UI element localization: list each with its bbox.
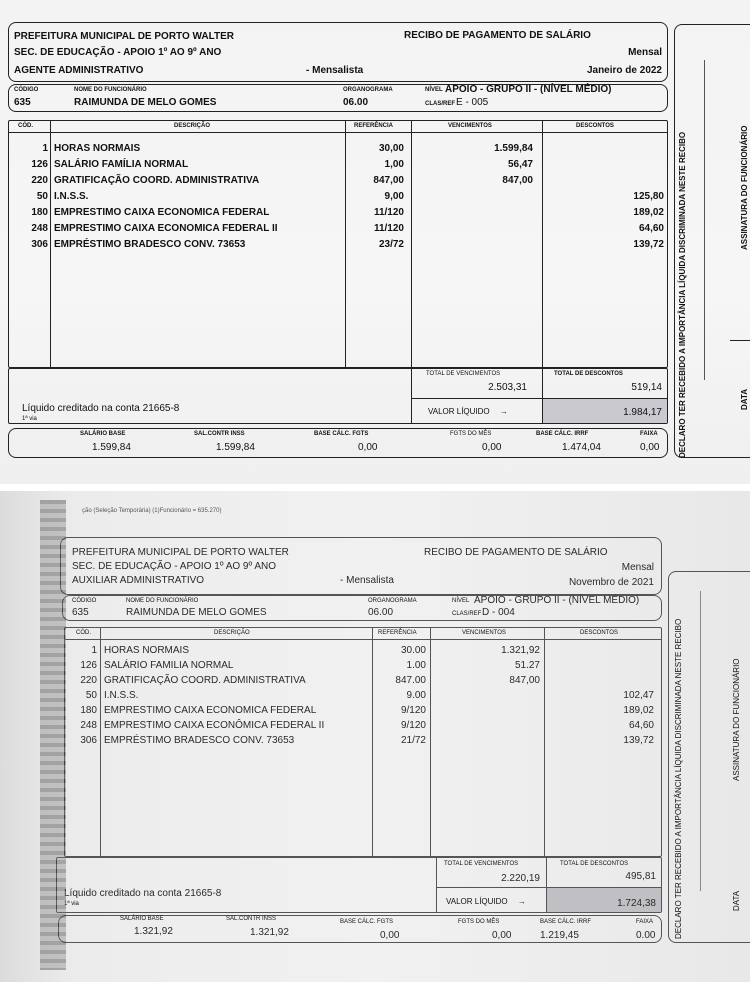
row-description: I.N.S.S.: [54, 191, 89, 202]
row-code: 220: [80, 675, 97, 686]
row-description: EMPRÉSTIMO BRADESCO CONV. 73653: [104, 735, 295, 746]
row-reference: 9/120: [400, 720, 426, 731]
band-label: FAIXA: [636, 919, 654, 925]
employee-name-label: NOME DO FUNCIONÁRIO: [74, 87, 147, 93]
signature-label: ASSINATURA DO FUNCIONÁRIO: [732, 658, 741, 781]
employee-name: RAIMUNDA DE MELO GOMES: [126, 607, 267, 618]
net-value-label: [446, 898, 526, 906]
level-label: NÍVEL: [425, 87, 443, 93]
row-deductions: 64,60: [628, 720, 654, 731]
fgts-base: 0,00: [358, 442, 378, 453]
irrf-base-label: BASE CÁLC. IRRF: [536, 431, 589, 437]
department: SEC. DE EDUCAÇÃO - APOIO 1º AO 9º ANO: [14, 47, 222, 58]
row-code: 220: [31, 175, 48, 186]
row-earnings: 1.321,92: [501, 645, 540, 656]
pay-type: - Mensalista: [306, 65, 364, 76]
class-ref-label: CLAS/REF: [452, 611, 482, 617]
col-code-header: CÓD.: [76, 630, 91, 636]
payslip-photo-november-2021: [0, 491, 750, 982]
base-salary: 1.599,84: [92, 442, 131, 453]
job-role: AGENTE ADMINISTRATIVO: [14, 65, 144, 76]
period-type: Mensal: [628, 47, 662, 58]
photo-separator: [0, 484, 750, 491]
row-code: 1: [42, 143, 48, 154]
torn-edge: [40, 500, 66, 970]
row-deductions: 102,47: [623, 690, 654, 701]
class-ref-value: D - 004: [482, 607, 515, 618]
base-salary: 1.321,92: [134, 926, 173, 937]
organogram-value: 06.00: [368, 607, 394, 618]
row-description: GRATIFICAÇÃO COORD. ADMINISTRATIVA: [54, 175, 260, 186]
fgts-base-label: BASE CÁLC. FGTS: [340, 919, 394, 925]
row-description: SALÁRIO FAMILIA NORMAL: [104, 660, 234, 671]
payslip-january-2022: [0, 0, 750, 484]
payslip-november-2021: [0, 491, 750, 982]
row-reference: 1.00: [406, 660, 426, 671]
document-title: RECIBO DE PAGAMENTO DE SALÁRIO: [424, 547, 608, 558]
total-deductions: 495,81: [625, 871, 656, 882]
total-earnings-label: TOTAL DE VENCIMENTOS: [444, 861, 519, 867]
employee-code: 635: [14, 97, 31, 108]
code-label: CÓDIGO: [14, 87, 39, 93]
col-reference-header: REFERÊNCIA: [378, 630, 417, 636]
fgts-month: 0,00: [492, 930, 512, 941]
row-earnings: 56,47: [507, 159, 533, 170]
row-code: 248: [80, 720, 97, 731]
fgts-base: 0,00: [380, 930, 400, 941]
col-deductions-header: DESCONTOS: [580, 630, 618, 636]
row-reference: 847.00: [395, 675, 426, 686]
inss-contribution-label: SAL.CONTR INSS: [194, 431, 245, 437]
pay-type: - Mensalista: [340, 575, 394, 586]
row-reference: 847,00: [373, 175, 404, 186]
employee-name-label: NOME DO FUNCIONÁRIO: [126, 598, 199, 604]
row-reference: 11/120: [373, 223, 404, 234]
level-label: NÍVEL: [452, 598, 470, 604]
arrow-icon: →: [517, 897, 526, 906]
irrf-base-label: BASE CÁLC. IRRF: [540, 919, 592, 925]
document-title: RECIBO DE PAGAMENTO DE SALÁRIO: [404, 30, 591, 41]
payslip-photo-january-2022: [0, 0, 750, 484]
base-salary-label: SALÁRIO BASE: [80, 431, 126, 437]
department: SEC. DE EDUCAÇÃO - APOIO 1º AO 9º ANO: [72, 561, 277, 572]
via-label: 1ª via: [22, 416, 37, 422]
row-description: I.N.S.S.: [104, 690, 139, 701]
col-code-header: CÓD.: [18, 123, 33, 129]
row-reference: 9/120: [400, 705, 426, 716]
declaration-text: DECLARO TER RECEBIDO A IMPORTÂNCIA LÍQUIDA DISCRIMINADA NESTE RECIBO: [674, 618, 683, 939]
net-value: 1.984,17: [623, 407, 662, 418]
class-ref-value: E - 005: [456, 97, 489, 108]
level-value: APOIO - GRUPO II - (NÍVEL MÉDIO): [474, 595, 640, 606]
row-reference: 11/120: [373, 207, 404, 218]
inss-contribution: 1.321,92: [250, 927, 289, 938]
header-note: ção (Seleção Temporária) (1)Funcionário = 635.270): [82, 508, 222, 514]
row-reference: 30.00: [400, 645, 426, 656]
org-name: PREFEITURA MUNICIPAL DE PORTO WALTER: [14, 31, 235, 42]
row-reference: 30,00: [378, 143, 404, 154]
row-code: 1: [91, 645, 97, 656]
employee-name: RAIMUNDA DE MELO GOMES: [74, 97, 217, 108]
total-earnings-label: TOTAL DE VENCIMENTOS: [426, 371, 501, 377]
period: Novembro de 2021: [568, 577, 654, 588]
fgts-month-label: FGTS DO MÊS: [450, 431, 492, 437]
row-code: 180: [80, 705, 97, 716]
credit-note: Líquido creditado na conta 21665-8: [64, 888, 222, 899]
credit-note: Líquido creditado na conta 21665-8: [22, 403, 180, 414]
net-value-label: [428, 408, 508, 416]
row-reference: 9,00: [384, 191, 404, 202]
row-description: HORAS NORMAIS: [104, 645, 190, 656]
employee-code: 635: [72, 607, 89, 618]
via-label: 1ª via: [64, 901, 79, 907]
total-earnings: 2.503,31: [488, 382, 527, 393]
period-type: Mensal: [621, 562, 654, 573]
row-deductions: 139,72: [633, 239, 664, 250]
row-deductions: 64,60: [638, 223, 664, 234]
date-label: DATA: [740, 388, 749, 410]
row-reference: 1,00: [384, 159, 404, 170]
row-earnings: 847,00: [502, 175, 533, 186]
net-value: 1.724,38: [617, 898, 656, 909]
net-value-text: VALOR LÍQUIDO: [428, 407, 490, 416]
row-code: 248: [31, 223, 48, 234]
total-earnings: 2.220,19: [501, 873, 540, 884]
base-salary-label: SALÁRIO BASE: [120, 916, 164, 922]
row-description: EMPRÉSTIMO BRADESCO CONV. 73653: [54, 239, 246, 250]
row-description: GRATIFICAÇÃO COORD. ADMINISTRATIVA: [104, 675, 306, 686]
row-deductions: 139,72: [623, 735, 654, 746]
row-description: EMPRESTIMO CAIXA ECONOMICA FEDERAL: [104, 705, 317, 716]
col-description-header: DESCRIÇÃO: [174, 123, 211, 129]
row-deductions: 189,02: [633, 207, 664, 218]
row-code: 50: [36, 191, 48, 202]
band: 0,00: [640, 442, 660, 453]
row-description: EMPRESTIMO CAIXA ECONÔMICA FEDERAL II: [104, 720, 325, 731]
row-code: 126: [80, 660, 97, 671]
signature-label: ASSINATURA DO FUNCIONÁRIO: [740, 125, 749, 250]
row-earnings: 51.27: [514, 660, 540, 671]
inss-contribution-label: SAL.CONTR INSS: [226, 916, 277, 922]
job-role: AUXILIAR ADMINISTRATIVO: [72, 575, 205, 586]
row-description: HORAS NORMAIS: [54, 143, 141, 154]
row-reference: 21/72: [400, 735, 426, 746]
row-code: 180: [31, 207, 48, 218]
total-deductions-label: TOTAL DE DESCONTOS: [554, 371, 623, 377]
irrf-base: 1.474,04: [562, 442, 601, 453]
organogram-value: 06.00: [343, 97, 369, 108]
code-label: CÓDIGO: [72, 598, 97, 604]
row-deductions: 125,80: [633, 191, 664, 202]
arrow-icon: →: [499, 407, 508, 416]
organogram-label: ORGANOGRAMA: [343, 87, 393, 93]
inss-contribution: 1.599,84: [216, 442, 255, 453]
date-label: DATA: [732, 890, 741, 911]
col-reference-header: REFERÊNCIA: [354, 123, 394, 129]
total-deductions: 519,14: [631, 382, 662, 393]
band: 0.00: [636, 930, 656, 941]
declaration-text: DECLARO TER RECEBIDO A IMPORTÂNCIA LÍQUIDA DISCRIMINADA NESTE RECIBO: [678, 131, 687, 458]
total-deductions-label: TOTAL DE DESCONTOS: [560, 861, 629, 867]
level-value: APOIO - GRUPO II - (NÍVEL MÉDIO): [445, 84, 612, 95]
period: Janeiro de 2022: [586, 65, 662, 76]
band-label: FAIXA: [640, 431, 658, 437]
class-ref-label: CLAS/REF: [425, 101, 455, 107]
row-reference: 23/72: [378, 239, 404, 250]
row-reference: 9.00: [406, 690, 426, 701]
row-code: 306: [31, 239, 48, 250]
row-description: SALÁRIO FAMÍLIA NORMAL: [54, 159, 189, 170]
col-earnings-header: VENCIMENTOS: [448, 123, 492, 129]
row-description: EMPRESTIMO CAIXA ECONOMICA FEDERAL: [54, 207, 270, 218]
row-deductions: 189,02: [623, 705, 654, 716]
col-description-header: DESCRIÇÃO: [214, 630, 250, 636]
fgts-month-label: FGTS DO MÊS: [458, 919, 500, 925]
col-earnings-header: VENCIMENTOS: [462, 630, 506, 636]
row-description: EMPRESTIMO CAIXA ECONOMICA FEDERAL II: [54, 223, 278, 234]
row-code: 126: [31, 159, 48, 170]
irrf-base: 1.219,45: [540, 930, 579, 941]
fgts-base-label: BASE CÁLC. FGTS: [314, 431, 369, 437]
row-earnings: 1.599,84: [494, 143, 533, 154]
row-code: 50: [85, 690, 97, 701]
org-name: PREFEITURA MUNICIPAL DE PORTO WALTER: [72, 547, 289, 558]
row-code: 306: [80, 735, 97, 746]
col-deductions-header: DESCONTOS: [576, 123, 614, 129]
fgts-month: 0,00: [482, 442, 502, 453]
organogram-label: ORGANOGRAMA: [368, 598, 417, 604]
row-earnings: 847,00: [509, 675, 540, 686]
net-value-text: VALOR LÍQUIDO: [446, 897, 508, 906]
